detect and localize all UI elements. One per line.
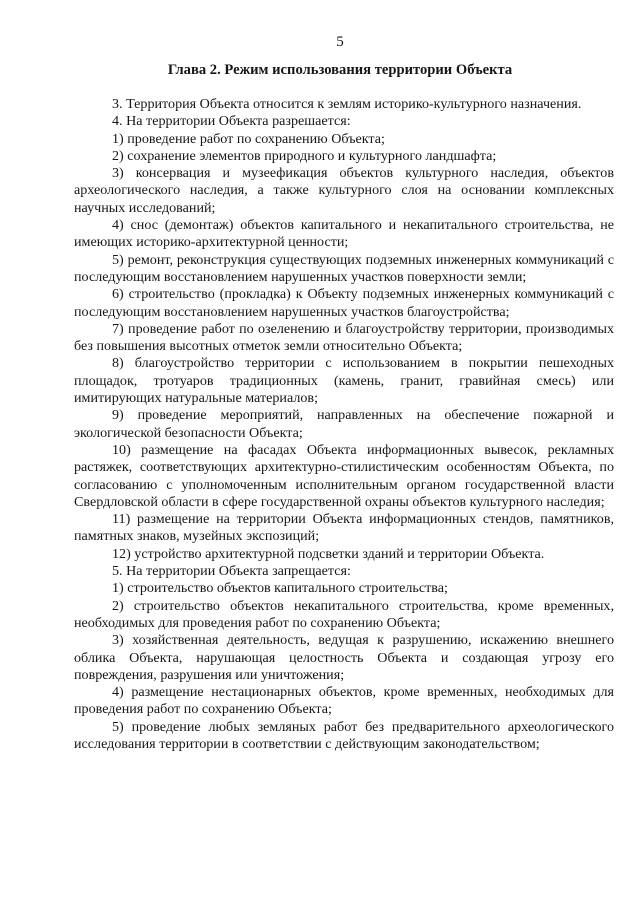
list-item: 12) устройство архитектурной подсветки зданий и территории Объекта. [112, 545, 545, 562]
list-item: 2) строительство объектов некапитального строительства, кроме временных, необходимых для проведения работ по сохранению Объекта; [74, 597, 614, 631]
list-item: 5) проведение любых земляных работ без предварительного археологического исследования территории в соответствии с действующим законодательством; [74, 718, 614, 752]
list-item: 4) размещение нестационарных объектов, кроме временных, необходимых для проведения работ по сохранению Объекта; [74, 684, 614, 718]
list-item: 9) проведение мероприятий, направленных на обеспечение пожарной и экологической безопасности Объекта; [74, 407, 614, 441]
list-item: 1) проведение работ по сохранению Объекта; [112, 130, 385, 147]
list-item: 3) консервация и музеефикация объектов культурного наследия, объектов археологического наследия, а также культурного слоя на основании комплексных научных исследований; [74, 165, 614, 216]
paragraph: 5. На территории Объекта запрещается: [112, 563, 351, 580]
list-item: 8) благоустройство территории с использованием в покрытии пешеходных площадок, тротуаров традиционных (камень, гранит, гравийная смесь) или имитирующих натуральные материалов; [74, 355, 614, 407]
paragraph: 3. Территория Объекта относится к землям историко-культурного назначения. [112, 96, 582, 112]
chapter-title: Глава 2. Режим использования территории Объекта [167, 62, 513, 78]
page-number: 5 [336, 34, 344, 50]
list-item: 11) размещение на территории Объекта информационных стендов, памятников, памятных знаков, музейных экспозиций; [74, 511, 614, 545]
document-body [74, 96, 614, 753]
list-item: 10) размещение на фасадах Объекта информационных вывесок, рекламных растяжек, соответствующих архитектурно-стилистическим особенностям Объекта, по согласованию с уполномоченным исполнительным органом государственной власти Свердловской области в сфере государственной охраны объектов культурного наследия; [74, 441, 614, 510]
list-item: 2) сохранение элементов природного и культурного ландшафта; [112, 147, 497, 164]
list-item: 4) снос (демонтаж) объектов капитального и некапитального строительства, не имеющих историко-архитектурной ценности; [74, 217, 614, 251]
list-item: 1) строительство объектов капитального строительства; [112, 580, 448, 597]
list-item: 7) проведение работ по озеленению и благоустройству территории, производимых без повышения высотных отметок земли относительно Объекта; [74, 320, 614, 355]
list-item: 5) ремонт, реконструкция существующих подземных инженерных коммуникаций с последующим восстановлением нарушенных участков поверхности земли; [74, 251, 614, 285]
list-item: 6) строительство (прокладка) к Объекту подземных инженерных коммуникаций с последующим восстановлением нарушенных участков благоустройства; [74, 286, 614, 320]
list-item: 3) хозяйственная деятельность, ведущая к разрушению, искажению внешнего облика Объекта, нарушающая целостность Объекта и создающая угрозу его повреждения, разрушения или уничтожения; [74, 632, 614, 683]
paragraph: 4. На территории Объекта разрешается: [112, 113, 351, 130]
